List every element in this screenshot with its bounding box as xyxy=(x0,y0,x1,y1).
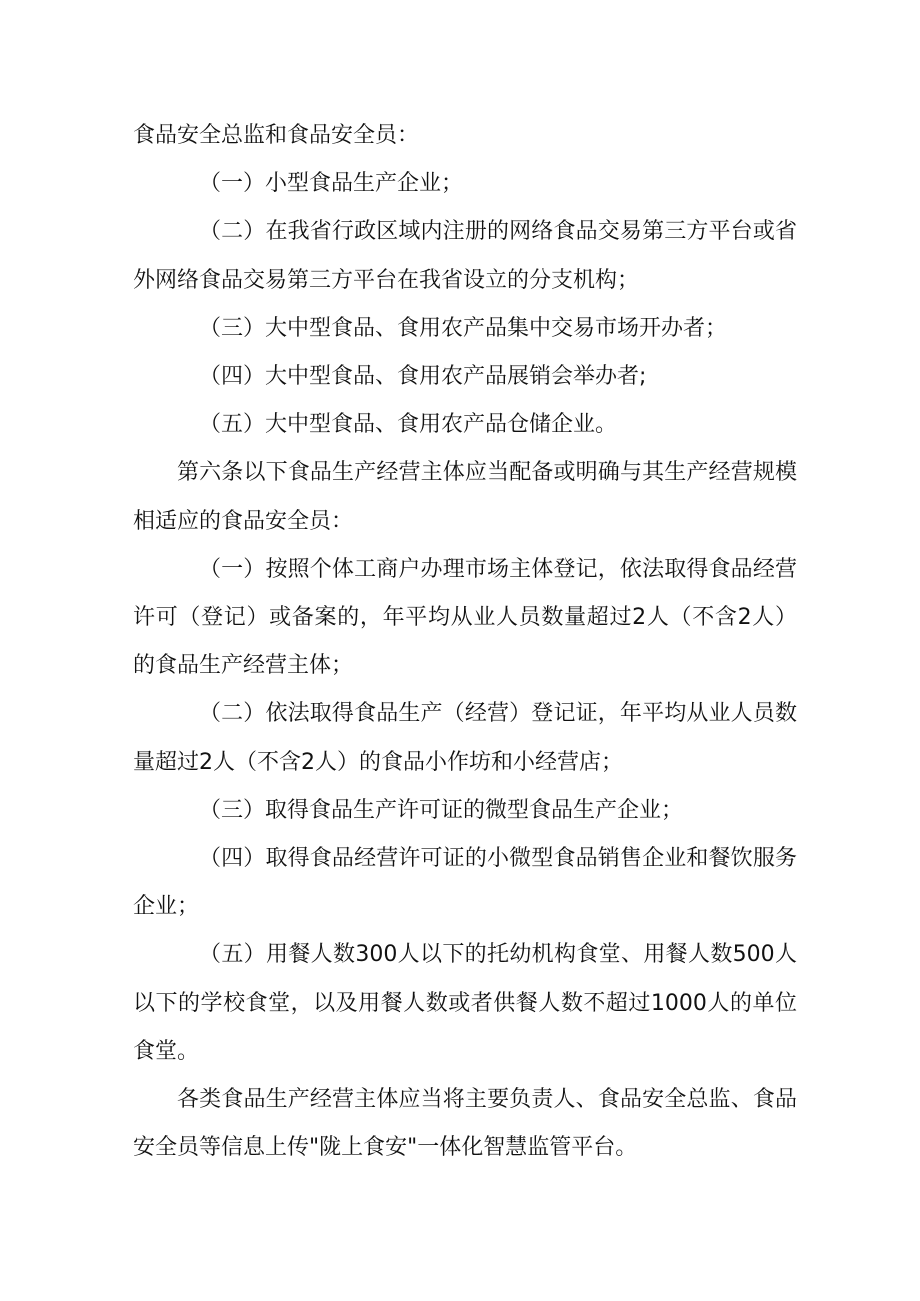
list-item-4: （四）大中型食品、食用农产品展销会举办者; xyxy=(199,364,647,390)
paragraph-continuation: 食品安全总监和食品安全员： xyxy=(133,123,420,148)
article-6: 第六条以下食品生产经营主体应当配备或明确与其生产经营规模相适应的食品安全员： xyxy=(133,460,797,534)
article-6-item-1: （一）按照个体工商户办理市场主体登记，依法取得食品经营许可（登记）或备案的，年平均从业人员数量超过2人（不含2人）的食品生产经营主体； xyxy=(133,556,797,679)
list-item-2: （二）在我省行政区域内注册的网络食品交易第三方平台或省外网络食品交易第三方平台在我省设立的分支机构； xyxy=(133,219,797,293)
list-item-5: （五）大中型食品、食用农产品仓储企业。 xyxy=(199,412,618,438)
document-body xyxy=(133,112,797,1172)
article-6-item-2: （二）依法取得食品生产（经营）登记证，年平均从业人员数量超过2人（不含2人）的食品小作坊和小经营店； xyxy=(133,701,797,775)
list-item-1: （一）小型食品生产企业； xyxy=(199,171,464,197)
closing-paragraph: 各类食品生产经营主体应当将主要负责人、食品安全总监、食品安全员等信息上传"陇上食安"一体化智慧监管平台。 xyxy=(133,1087,797,1161)
list-item-3: （三）大中型食品、食用农产品集中交易市场开办者； xyxy=(199,315,728,341)
article-6-item-3: （三）取得食品生产许可证的微型食品生产企业； xyxy=(199,797,684,823)
article-6-item-5: （五）用餐人数300人以下的托幼机构食堂、用餐人数500人以下的学校食堂，以及用餐人数或者供餐人数不超过1000人的单位食堂。 xyxy=(133,942,797,1064)
article-6-item-4: （四）取得食品经营许可证的小微型食品销售企业和餐饮服务企业； xyxy=(133,846,797,920)
